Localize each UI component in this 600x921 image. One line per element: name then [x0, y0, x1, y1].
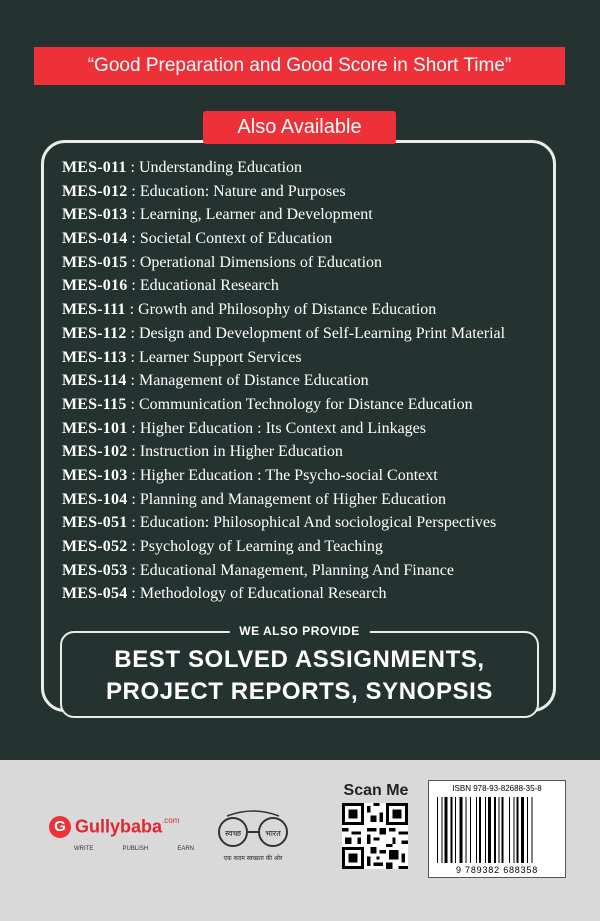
book-list-item [62, 180, 505, 204]
course-code: MES-101 [62, 419, 128, 437]
isbn-label: ISBN 978-93-82688-35-8 [452, 784, 542, 793]
course-title: : Learner Support Services [126, 348, 302, 366]
course-title: : Design and Development of Self-Learning Print Material [126, 324, 506, 342]
swachh-bharat-glasses-icon [207, 808, 299, 866]
logo-tagline-publish: PUBLISH [122, 846, 149, 852]
course-code: MES-111 [62, 301, 126, 319]
course-title: : Education: Philosophical And sociological Perspectives [127, 514, 497, 532]
course-code: MES-053 [62, 561, 128, 579]
course-title: : Instruction in Higher Education [127, 443, 343, 461]
logo-name: Gullybaba [75, 816, 163, 837]
logo-tagline-earn: EARN [177, 846, 194, 852]
course-title: : Societal Context of Education [127, 230, 333, 248]
course-code: MES-014 [62, 230, 128, 248]
also-provide-box [60, 624, 539, 718]
book-list-item [62, 535, 505, 559]
course-code: MES-015 [62, 253, 128, 271]
course-title: : Management of Distance Education [126, 372, 369, 390]
course-code: MES-102 [62, 443, 128, 461]
swachh-left-text: स्वच्छ [224, 829, 242, 838]
also-provide-line-1: BEST SOLVED ASSIGNMENTS, [114, 646, 485, 673]
qr-code[interactable] [342, 803, 408, 869]
book-list [62, 156, 505, 606]
book-list-item [62, 322, 505, 346]
course-title: : Psychology of Learning and Teaching [127, 538, 383, 555]
gullybaba-logo-icon: G [49, 816, 71, 838]
course-title: : Higher Education : Its Context and Linkages [127, 419, 427, 437]
also-provide-line-2: PROJECT REPORTS, SYNOPSIS [105, 678, 494, 705]
course-code: MES-052 [62, 538, 128, 555]
book-list-item [62, 393, 505, 417]
course-code: MES-104 [62, 490, 128, 508]
also-provide-label: WE ALSO PROVIDE [229, 624, 369, 638]
book-list-item [62, 298, 505, 322]
course-title: : Methodology of Educational Research [127, 585, 387, 603]
isbn-number: 9 789382 688358 [455, 865, 539, 875]
course-title: : Communication Technology for Distance Education [126, 395, 473, 413]
back-cover-footer [0, 760, 600, 921]
book-list-item [62, 156, 505, 180]
course-title: : Educational Management, Planning And Finance [127, 561, 454, 579]
book-list-item [62, 511, 505, 535]
book-list-item [62, 369, 505, 393]
book-list-item [62, 582, 505, 606]
isbn-barcode [437, 797, 559, 863]
course-title: : Planning and Management of Higher Education [127, 490, 446, 508]
tagline-banner: “Good Preparation and Good Score in Short Time” [34, 47, 565, 85]
book-list-item [62, 346, 505, 370]
logo-tagline-write: WRITE [74, 846, 94, 852]
book-list-item [62, 417, 505, 441]
book-list-item [62, 559, 505, 583]
course-code: MES-112 [62, 324, 127, 342]
book-list-item [62, 464, 505, 488]
logo-suffix: .com [162, 816, 180, 825]
course-title: : Education: Nature and Purposes [127, 182, 346, 200]
course-title: : Growth and Philosophy of Distance Education [125, 301, 437, 319]
course-code: MES-016 [62, 277, 128, 295]
course-code: MES-054 [62, 585, 128, 603]
course-code: MES-113 [62, 348, 127, 366]
logo-tagline [74, 846, 194, 852]
course-code: MES-012 [62, 182, 128, 200]
course-code: MES-103 [62, 466, 128, 484]
course-code: MES-114 [62, 372, 127, 390]
scan-me-label: Scan Me [343, 782, 409, 799]
course-title: : Learning, Learner and Development [127, 206, 373, 224]
course-title: : Understanding Education [126, 159, 303, 176]
course-code: MES-013 [62, 206, 128, 224]
swachh-caption: एक कदम स्वच्छता की ओर [223, 855, 283, 862]
book-list-item [62, 227, 505, 251]
course-code: MES-115 [62, 395, 127, 413]
course-title: : Operational Dimensions of Education [127, 253, 383, 271]
course-title: : Higher Education : The Psycho-social Context [127, 466, 438, 484]
book-list-item [62, 274, 505, 298]
isbn-box [428, 780, 566, 878]
gullybaba-logo[interactable] [49, 816, 194, 852]
course-code: MES-051 [62, 514, 128, 532]
swachh-right-text: भारत [265, 829, 281, 838]
course-code: MES-011 [62, 159, 127, 176]
book-list-item [62, 203, 505, 227]
book-list-item [62, 440, 505, 464]
also-available-badge: Also Available [203, 111, 396, 144]
book-list-item [62, 488, 505, 512]
course-title: : Educational Research [127, 277, 279, 295]
book-list-item [62, 251, 505, 275]
